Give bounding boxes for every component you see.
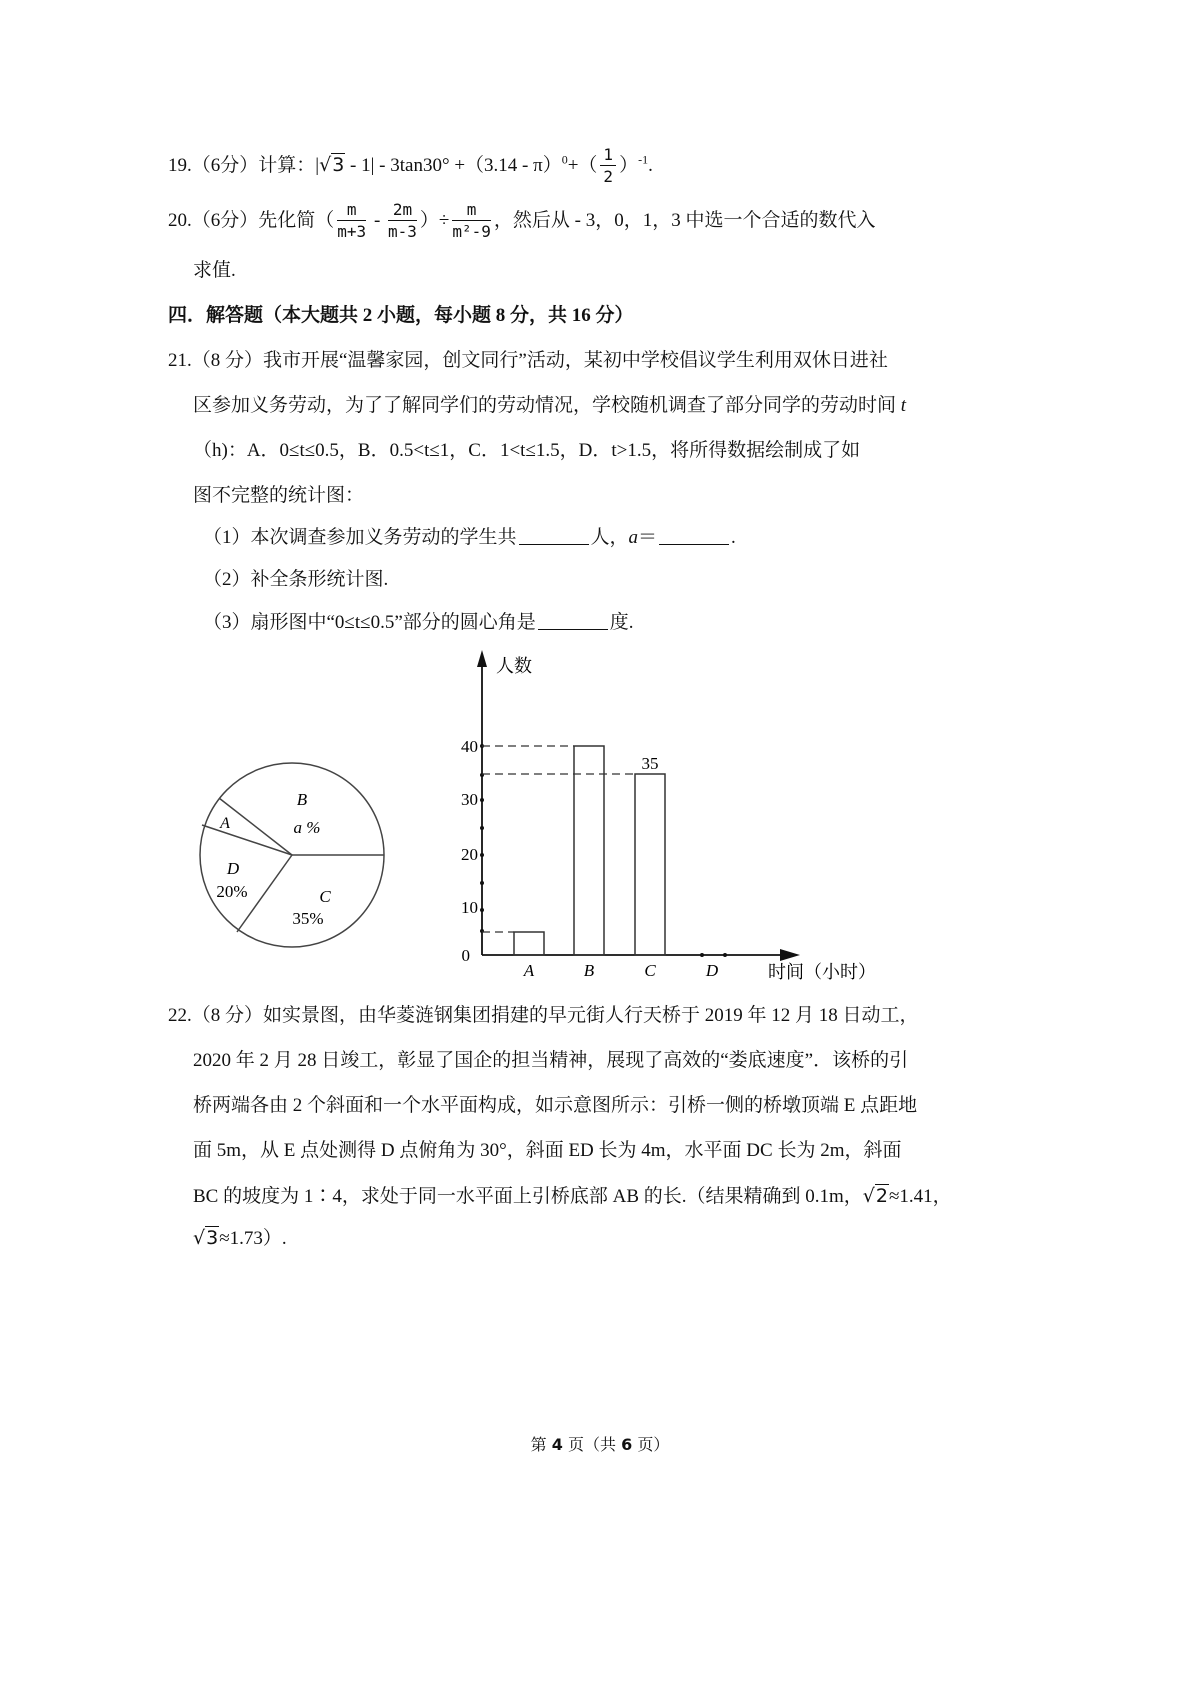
- fraction-1: [337, 200, 366, 243]
- sqrt-arg: 3: [206, 1227, 219, 1249]
- bar-b: [574, 746, 604, 955]
- answer-blank-3[interactable]: [538, 611, 608, 630]
- q19-points: （6分）: [191, 154, 259, 176]
- exponent-zero: 0: [561, 152, 568, 167]
- sqrt-arg: 3: [332, 153, 345, 176]
- frac-den: m²-9: [452, 222, 491, 241]
- bar-c: [635, 774, 665, 955]
- bar-c-value-label: 35: [641, 754, 659, 773]
- q19-expr: - 1| - 3tan30° +（3.14 - π）: [345, 154, 562, 176]
- frac-den: m-3: [388, 222, 417, 241]
- q20-points: （6分）: [191, 209, 259, 231]
- y-tick-20: 20: [461, 845, 478, 864]
- x-axis-arrow-icon: [780, 949, 800, 961]
- x-label-d: D: [705, 961, 719, 980]
- q19-number: 19.: [168, 154, 192, 176]
- fraction-2: [388, 200, 417, 243]
- sub3-unit: 度.: [609, 612, 634, 633]
- pie-value-b: a %: [293, 818, 321, 837]
- page-total: 6: [621, 1435, 633, 1454]
- var-a: a: [628, 527, 639, 548]
- sub1-end: .: [731, 527, 736, 548]
- var-t: t: [900, 395, 907, 416]
- equals: ＝: [638, 527, 658, 548]
- pie-label-a: A: [220, 815, 230, 832]
- q22-line1: 22.（8 分）如实景图，由华菱涟钢集团捐建的早元街人行天桥于 2019 年 12 月 18 日动工，: [168, 1005, 919, 1026]
- footer-pre: 第: [530, 1435, 552, 1454]
- q21-line2-text: 区参加义务劳动，为了了解同学们的劳动情况，学校随机调查了部分同学的劳动时间: [193, 395, 901, 416]
- pie-value-d: 20%: [216, 882, 248, 901]
- q19-close: ）: [619, 154, 639, 176]
- q22-line4: 面 5m，从 E 点处测得 D 点俯角为 30°，斜面 ED 长为 4m，水平面 DC 长为 2m，斜面: [193, 1140, 902, 1161]
- q19-end: .: [648, 154, 653, 176]
- x-axis-label: 时间（小时）: [768, 962, 876, 982]
- pie-label-c: C: [319, 887, 331, 906]
- q21-line4: 图不完整的统计图：: [193, 485, 365, 506]
- sub1-text: （1）本次调查参加义务劳动的学生共: [203, 527, 517, 548]
- q20-rest: ，然后从 - 3，0，1，3 中选一个合适的数代入: [493, 209, 876, 231]
- pie-label-b: B: [296, 790, 308, 809]
- frac-num: m: [337, 200, 366, 221]
- frac-num: 1: [600, 145, 616, 166]
- frac-den: 2: [603, 167, 614, 186]
- y-tick-10: 10: [461, 898, 478, 917]
- q22-approx-sqrt3: ≈1.73）.: [219, 1228, 287, 1249]
- fraction-half: [600, 145, 616, 188]
- sub1-unit: 人，: [590, 527, 629, 548]
- answer-blank-1[interactable]: [519, 526, 589, 545]
- y-axis-arrow-icon: [477, 650, 487, 667]
- y-tick-30: 30: [461, 790, 478, 809]
- q22-line6: [193, 1225, 287, 1252]
- sqrt-arg: 2: [875, 1185, 888, 1207]
- minus: -: [369, 209, 386, 231]
- q22-line2: 2020 年 2 月 28 日竣工，彰显了国企的担当精神，展现了高效的“娄底速度”．该桥的引: [193, 1050, 909, 1071]
- sub3-text: （3）扇形图中“0≤t≤0.5”部分的圆心角是: [203, 612, 536, 633]
- x-label-b: B: [583, 961, 595, 980]
- q19-plus: +（: [567, 154, 598, 176]
- abs-bar: |: [315, 154, 320, 176]
- q22-approx-sqrt2: ≈1.41，: [888, 1186, 952, 1207]
- x-label-c: C: [644, 961, 656, 980]
- q21-line3: （h)：A．0≤t≤0.5，B．0.5<t≤1，C．1<t≤1.5，D．t>1.5，将所得数据绘制成了如: [193, 440, 861, 461]
- section-heading: 四．解答题（本大题共 2 小题，每小题 8 分，共 16 分）: [168, 305, 634, 326]
- y-tick-0: 0: [461, 946, 470, 965]
- q21-sub1: [203, 525, 736, 551]
- q19-label: 计算：: [258, 154, 316, 176]
- q22-line5: [193, 1183, 952, 1210]
- bar-chart: [440, 645, 900, 985]
- y-tick-40: 40: [461, 737, 478, 756]
- pie-chart: [195, 760, 395, 950]
- question-19: [168, 145, 653, 188]
- q21-sub2: （2）补全条形统计图.: [203, 569, 389, 590]
- answer-blank-2[interactable]: [659, 526, 729, 545]
- q22-line3: 桥两端各由 2 个斜面和一个水平面构成，如示意图所示：引桥一侧的桥墩顶端 E 点距地: [193, 1095, 918, 1116]
- q20-number: 20.: [168, 209, 192, 231]
- pie-value-c: 35%: [292, 909, 324, 928]
- frac-num: m: [452, 200, 491, 221]
- x-label-a: A: [523, 961, 535, 980]
- bar-a: [514, 932, 544, 955]
- y-axis-label: 人数: [496, 656, 532, 676]
- q21-line1: 21.（8 分）我市开展“温馨家园，创文同行”活动，某初中学校倡议学生利用双休日进社: [168, 350, 888, 371]
- sqrt-icon: √2: [862, 1185, 888, 1207]
- q20-label: 先化简（: [258, 209, 335, 231]
- footer-post: 页）: [632, 1435, 670, 1454]
- footer-mid: 页（共: [562, 1435, 622, 1454]
- q20-line2: 求值.: [193, 260, 236, 281]
- q21-sub3: [203, 610, 634, 636]
- frac-num: 2m: [388, 200, 417, 221]
- pie-label-d: D: [226, 859, 240, 878]
- frac-den: m+3: [337, 222, 367, 241]
- exponent-neg1: -1: [638, 152, 649, 167]
- page-footer: [0, 1432, 1200, 1455]
- fraction-3: [452, 200, 491, 243]
- page-number: 4: [551, 1435, 563, 1454]
- sqrt-icon: √3: [319, 153, 345, 176]
- question-20: [168, 200, 875, 243]
- divide: ）÷: [419, 209, 450, 231]
- q21-line2: [193, 393, 906, 419]
- q22-line5-text: BC 的坡度为 1∶4，求处于同一水平面上引桥底部 AB 的长.（结果精确到 0.1m，: [193, 1186, 863, 1207]
- sqrt-icon: √3: [193, 1227, 219, 1249]
